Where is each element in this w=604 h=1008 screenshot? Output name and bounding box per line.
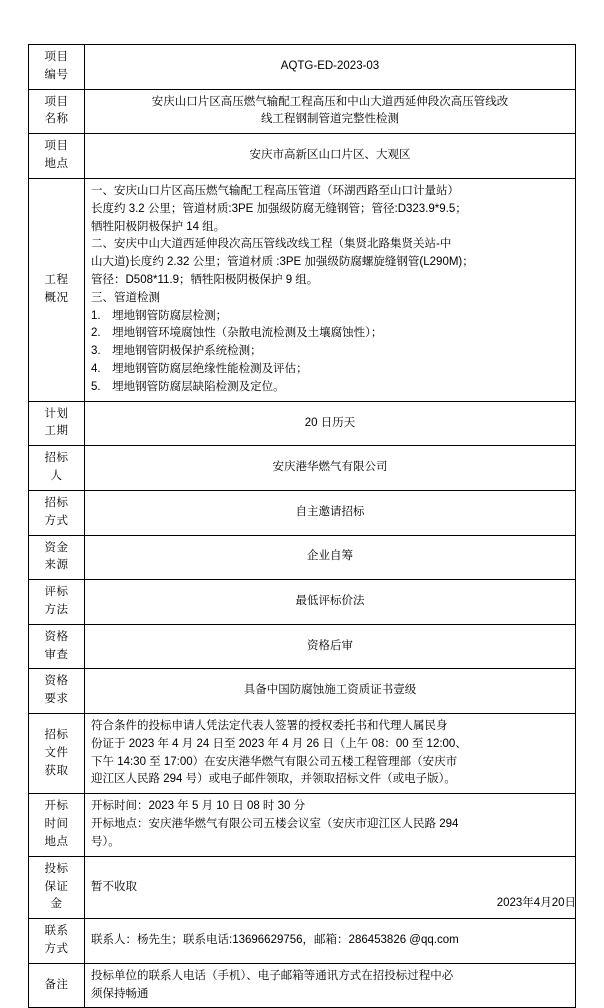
- row-value-numbered-line: 1. 埋地钢管防腐层检测；: [91, 309, 228, 322]
- table-row: [29, 89, 576, 134]
- table-row: [29, 963, 576, 1008]
- row-value-remarks: [85, 963, 576, 1008]
- row-value-document_acquisition: [85, 714, 576, 794]
- row-value-line: 迎江区人民路 294 号）或电子邮件领取，并领取招标文件（或电子版）。: [91, 773, 456, 786]
- row-value-numbered-line: 5. 埋地钢管防腐层缺陷检测及定位。: [91, 380, 285, 393]
- row-label-line: 资格: [44, 675, 69, 688]
- table-row: [29, 45, 576, 90]
- row-value-line: 安庆市高新区山口片区、大观区: [249, 149, 411, 162]
- row-label-tenderee: [29, 446, 85, 491]
- row-label-line: 开标: [44, 800, 69, 813]
- row-label-line: 计划: [44, 407, 69, 420]
- row-label-line: 方法: [44, 603, 69, 616]
- row-value-line: 牺牲阳极阴极保护 14 组。: [91, 220, 226, 233]
- row-label-funding_source: [29, 535, 85, 580]
- row-value-project_name: [85, 89, 576, 134]
- row-value-line: 号）。: [91, 835, 120, 848]
- row-value-line: 20 日历天: [304, 416, 356, 429]
- table-row: [29, 580, 576, 625]
- row-label-tender_method: [29, 490, 85, 535]
- row-value-project_overview: [85, 178, 576, 401]
- row-label-line: 项目: [44, 140, 69, 153]
- table-row: [29, 624, 576, 669]
- row-value-line: 具备中国防腐蚀施工资质证书壹级: [243, 684, 417, 697]
- row-label-document_acquisition: [29, 714, 85, 794]
- row-value-line: 二、安庆中山大道西延伸段次高压管线改线工程（集贤北路集贤关站-中: [91, 238, 452, 251]
- row-value-line: 资格后审: [307, 639, 353, 652]
- row-label-evaluation_method: [29, 580, 85, 625]
- row-label-line: 概况: [44, 291, 69, 304]
- table-row: [29, 669, 576, 714]
- row-label-line: 地点: [44, 835, 69, 848]
- row-label-qualification_requirement: [29, 669, 85, 714]
- table-row: [29, 134, 576, 179]
- row-label-line: 来源: [44, 559, 69, 572]
- row-value-tenderee: [85, 446, 576, 491]
- row-label-line: 编号: [44, 68, 69, 81]
- row-value-tender_method: [85, 490, 576, 535]
- row-value-contact: [85, 919, 576, 964]
- row-label-line: 评标: [44, 586, 69, 599]
- row-label-line: 资格: [44, 630, 69, 643]
- row-value-evaluation_method: [85, 580, 576, 625]
- row-label-line: 备注: [44, 978, 69, 991]
- row-label-bid_opening: [29, 794, 85, 856]
- row-label-bid_bond: [29, 856, 85, 918]
- table-row: [29, 714, 576, 794]
- row-label-project_location: [29, 134, 85, 179]
- row-label-line: 人: [50, 470, 63, 483]
- row-label-line: 方式: [44, 942, 69, 955]
- row-value-line: 份证于 2023 年 4 月 24 日至 2023 年 4 月 26 日（上午 08：00 至 12:00、: [91, 737, 467, 750]
- row-label-project_name: [29, 89, 85, 134]
- row-label-line: 资金: [44, 541, 69, 554]
- row-label-line: 投标: [44, 862, 69, 875]
- row-label-line: 招标: [44, 452, 69, 465]
- row-value-planned_duration: [85, 401, 576, 446]
- row-label-line: 招标: [44, 496, 69, 509]
- row-value-line: AQTG-ED-2023-03: [280, 59, 380, 72]
- row-value-line: 符合条件的投标申请人凭法定代表人签署的授权委托书和代理人属民身: [91, 720, 448, 732]
- row-value-qualification_requirement: [85, 669, 576, 714]
- row-value-project_location: [85, 134, 576, 179]
- row-label-line: 时间: [44, 818, 69, 831]
- row-label-line: 审查: [44, 648, 69, 661]
- row-value-line: 长度约 3.2 公里；管道材质:3PE 加强级防腐无缝钢管；管径:D323.9*9.5；: [91, 202, 467, 215]
- row-value-line: 一、安庆山口片区高压燃气输配工程高压管道（环湖西路至山口计量站）: [91, 184, 459, 197]
- table-row: [29, 178, 576, 401]
- table-row: [29, 490, 576, 535]
- row-value-line: 安庆山口片区高压燃气输配工程高压和中山大道西延伸段次高压管线改: [151, 95, 509, 108]
- row-value-line: 开标地点：安庆港华燃气有限公司五楼会议室（安庆市迎江区人民路 294: [91, 818, 459, 831]
- row-label-line: 地点: [44, 158, 69, 171]
- row-value-line: 最低评标价法: [295, 595, 365, 608]
- row-label-project_overview: [29, 178, 85, 401]
- row-value-funding_source: [85, 535, 576, 580]
- row-value-project_no: [85, 45, 576, 90]
- table-row: [29, 794, 576, 856]
- tender-notice-table: [28, 44, 576, 1008]
- row-label-contact: [29, 919, 85, 964]
- row-value-line: 下午 14:30 至 17:00）在安庆港华燃气有限公司五楼工程管理部（安庆市: [91, 755, 458, 768]
- row-label-line: 文件: [44, 746, 69, 759]
- row-value-numbered-line: 3. 埋地钢管阴极保护系统检测；: [91, 345, 262, 358]
- row-value-line: 安庆港华燃气有限公司: [272, 461, 388, 474]
- row-label-project_no: [29, 45, 85, 90]
- row-label-planned_duration: [29, 401, 85, 446]
- row-label-line: 项目: [44, 95, 69, 108]
- row-value-line: 管径：D508*11.9；牺牲阳极阴极保护 9 组。: [91, 273, 319, 286]
- row-label-line: 要求: [44, 693, 69, 706]
- row-value-line: 三、管道检测: [91, 291, 160, 304]
- row-label-line: 项目: [44, 51, 69, 63]
- row-value-line: 联系人：杨先生；联系电话:13696629756，邮箱：286453826 @qq.com: [91, 934, 459, 947]
- table-row: [29, 919, 576, 964]
- row-value-bid_opening: [85, 794, 576, 856]
- row-label-qualification_review: [29, 624, 85, 669]
- row-value-line: 山大道)长度约 2.32 公里；管道材质 :3PE 加强级防腐螺旋缝钢管(L290M)；: [91, 256, 474, 269]
- row-label-line: 工期: [44, 425, 69, 438]
- document-date: 2023年4月20日: [496, 897, 576, 909]
- row-value-line: 企业自筹: [307, 550, 353, 563]
- row-label-line: 联系: [44, 925, 69, 938]
- row-value-line: 须保持畅通: [91, 987, 149, 1000]
- row-value-line: 线工程钢制管道完整性检测: [261, 113, 399, 126]
- row-value-qualification_review: [85, 624, 576, 669]
- table-row: [29, 446, 576, 491]
- row-value-numbered-line: 4. 埋地钢管防腐层绝缘性能检测及评估；: [91, 363, 308, 375]
- row-label-line: 招标: [44, 728, 69, 741]
- row-label-line: 方式: [44, 514, 69, 527]
- row-label-line: 获取: [44, 764, 69, 777]
- row-value-line: 暂不收取: [91, 880, 137, 893]
- row-label-line: 保证: [44, 880, 69, 893]
- table-row: [29, 856, 576, 918]
- row-value-line: 自主邀请招标: [295, 505, 365, 518]
- row-label-remarks: [29, 963, 85, 1008]
- row-label-line: 名称: [44, 113, 69, 126]
- row-value-line: 开标时间：2023 年 5 月 10 日 08 时 30 分: [91, 800, 306, 813]
- row-label-line: 金: [50, 898, 63, 911]
- row-value-line: 投标单位的联系人电话（手机）、电子邮箱等通讯方式在招投标过程中必: [91, 969, 454, 982]
- table-row: [29, 535, 576, 580]
- row-value-numbered-line: 2. 埋地钢管环境腐蚀性（杂散电流检测及土壤腐蚀性）；: [91, 327, 383, 340]
- row-label-line: 工程: [44, 273, 69, 286]
- table-row: [29, 401, 576, 446]
